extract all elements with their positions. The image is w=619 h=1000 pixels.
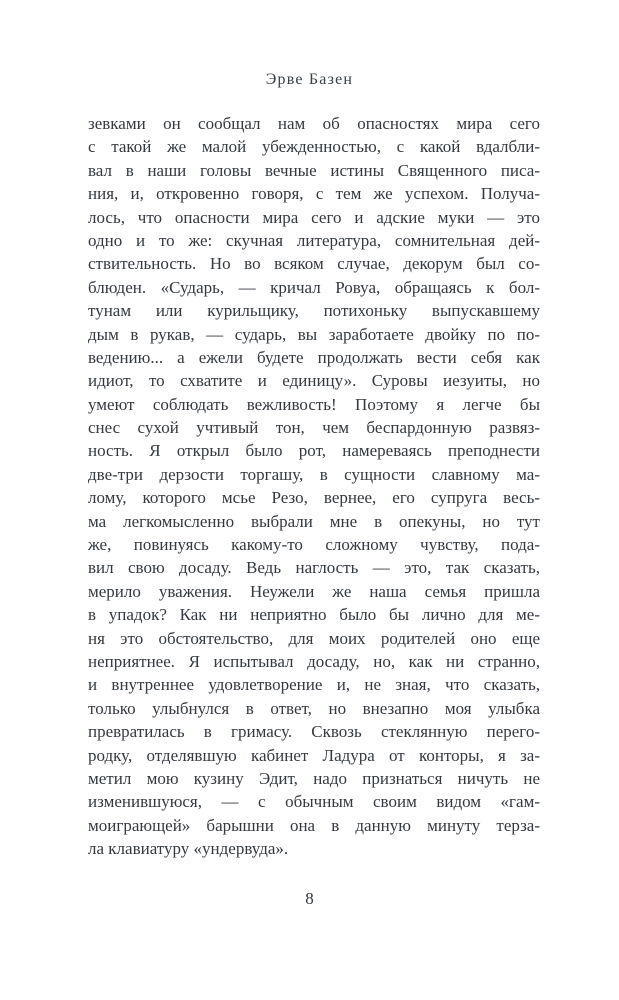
text-line: превратилась в гримасу. Сквозь стеклянную перего- [88, 722, 540, 742]
text-line: вил свою досаду. Ведь наглость — это, так сказать, [88, 558, 540, 578]
text-line: две-три дерзости торгашу, в сущности славному ма- [88, 464, 540, 484]
text-line: изменившуюся, — с обычным своим видом «гам- [88, 792, 540, 812]
text-line: лось, что опасности мира сего и адские муки — это [88, 207, 540, 227]
text-line: с такой же малой убежденностью, с какой вдалбли- [88, 137, 540, 157]
text-line: ня это обстоятельство, для моих родителей оно еще [88, 628, 540, 648]
text-line: тунам или курильщику, потихоньку выпускавшему [88, 301, 540, 321]
text-line: только улыбнулся в ответ, но внезапно моя улыбка [88, 698, 540, 718]
text-line: метил мою кузину Эдит, надо признаться ничуть не [88, 768, 540, 788]
text-line: зевками он сообщал нам об опасностях мира сего [88, 114, 540, 133]
text-line: в упадок? Как ни неприятно было бы лично для ме- [88, 605, 540, 625]
text-line: моиграющей» барышни она в данную минуту терза- [88, 815, 540, 835]
body-text [88, 112, 540, 861]
text-line: мерило уважения. Неужели же наша семья пришла [88, 581, 540, 601]
text-line: ла клавиатуру «ундервуда». [88, 839, 289, 859]
text-line: лому, которого мсье Резо, вернее, его супруга весь- [88, 488, 540, 508]
text-line: ность. Я открыл было рот, намереваясь преподнести [88, 441, 540, 461]
text-line: вал в наши головы вечные истины Священного писа- [88, 160, 540, 180]
text-line: неприятнее. Я испытывал досаду, но, как ни странно, [88, 651, 540, 671]
text-line: ведению... а ежели будете продолжать вести себя как [88, 347, 540, 367]
text-line: снес сухой учтивый тон, чем беспардонную развяз- [88, 418, 540, 438]
text-line: одно и то же: скучная литература, сомнительная дей- [88, 230, 540, 250]
text-line: умеют соблюдать вежливость! Поэтому я легче бы [88, 394, 540, 414]
text-line: ния, и, откровенно говоря, с тем же успехом. Получа- [88, 184, 540, 204]
text-line: блюден. «Сударь, — кричал Ровуа, обращаясь к бол- [88, 277, 540, 297]
text-line: родку, отделявшую кабинет Ладура от конторы, я за- [88, 745, 540, 765]
text-line: ствительность. Но во всяком случае, декорум был со- [88, 254, 540, 274]
running-header-author: Эрве Базен [265, 71, 354, 88]
page-number: 8 [305, 889, 314, 908]
text-line: же, повинуясь какому-то сложному чувству, пода- [88, 535, 540, 555]
text-line: дым в рукав, — сударь, вы заработаете двойку по по- [88, 324, 540, 344]
text-line: идиот, то схватите и единицу». Суровы иезуиты, но [88, 371, 540, 391]
text-line: ма легкомысленно выбрали мне в опекуны, но тут [88, 511, 540, 531]
text-line: и внутреннее удовлетворение и, не зная, что сказать, [88, 675, 540, 695]
